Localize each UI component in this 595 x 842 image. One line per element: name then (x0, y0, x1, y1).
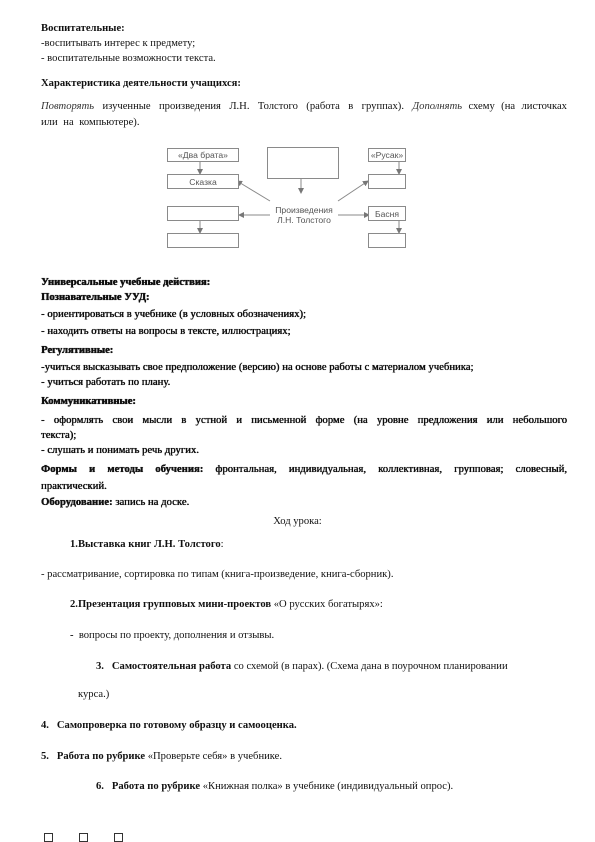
stage-1-title: 1.Выставка книг Л.Н. Толстого (70, 539, 221, 550)
equipment-text: запись на доске. (112, 497, 190, 508)
regulatory-heading: Регулятивные: (41, 345, 114, 356)
stage-2-dash: - (70, 630, 74, 641)
diagram-box-empty-left-1 (167, 206, 239, 221)
forms-methods (41, 461, 567, 495)
stage-3-num: 3. (96, 661, 104, 672)
stage-5-heading (41, 750, 567, 764)
diagram-center-node (270, 201, 338, 229)
diagram-box-rusak: «Русак» (368, 148, 406, 162)
communicative-heading: Коммуникативные: (41, 396, 136, 407)
stage-6-heading (96, 780, 595, 794)
stage-3-title: Самостоятельная работа (111, 661, 232, 672)
stage-4-title: Самопроверка по готовому образцу и самооценка. (56, 720, 297, 731)
bottom-cut-mark-2 (79, 833, 88, 842)
stage-1-heading (70, 538, 595, 552)
regulatory-item-2: - учиться работать по плану. (41, 377, 171, 388)
diagram-center-line-1: Произведения (275, 205, 333, 215)
activity-end: схему (на листочках или на компьютере). (41, 101, 567, 128)
stage-3-cont: курса.) (78, 689, 110, 700)
activity-repeat: Повторять (41, 101, 95, 112)
stage-6-num: 6. (96, 781, 104, 792)
uud-heading: Универсальные учебные действия: (41, 277, 211, 288)
stage-3-heading (96, 660, 595, 674)
bottom-cut-mark-3 (114, 833, 123, 842)
forms-label: Формы и методы обучения: (41, 464, 204, 475)
stage-2-text: «О русских богатырях»: (271, 599, 383, 610)
stage-6-title: Работа по рубрике (111, 781, 201, 792)
diagram-center-line-2: Л.Н. Толстого (277, 215, 331, 225)
activity-fill: Дополнять (412, 101, 463, 112)
stage-1-text: - рассматривание, сортировка по типам (книга-произведение, книга-сборник). (41, 569, 394, 580)
lesson-title: Ход урока: (273, 516, 322, 527)
stage-1-colon: : (220, 539, 224, 550)
stage-3-text: со схемой (в парах). (Схема дана в поурочном планировании (231, 661, 508, 672)
works-diagram (164, 145, 408, 260)
educational-item-2: - воспитательные возможности текста. (41, 53, 216, 64)
stage-5-num: 5. (41, 751, 49, 762)
stage-2-heading (70, 598, 595, 612)
cognitive-item-2: - находить ответы на вопросы в тексте, иллюстрациях; (41, 326, 291, 337)
stage-4-heading (41, 719, 567, 733)
equipment-label: Оборудование: (41, 497, 113, 508)
stage-6-text: «Книжная полка» в учебнике (индивидуальный опрос). (200, 781, 454, 792)
diagram-box-empty-left-2 (167, 233, 239, 248)
stage-2-item (70, 629, 595, 643)
cognitive-heading: Познавательные УУД: (41, 292, 150, 303)
cognitive-item-1: - ориентироваться в учебнике (в условных обозначениях); (41, 309, 306, 320)
activity-paragraph (41, 99, 567, 131)
diagram-box-empty-right-1 (368, 174, 406, 189)
communicative-item-1: - оформлять свои мысли в устной и письменной форме (на уровне предложения или небольшого текста); (41, 415, 567, 441)
diagram-box-empty-top-center (267, 147, 339, 179)
stage-5-text: «Проверьте себя» в учебнике. (145, 751, 283, 762)
activity-heading: Характеристика деятельности учащихся: (41, 78, 241, 89)
bottom-cut-mark-1 (44, 833, 53, 842)
regulatory-item-1: -учиться высказывать свое предположение (версию) на основе работы с материалом учебника; (41, 362, 474, 373)
communicative-item-2: - слушать и понимать речь других. (41, 445, 199, 456)
educational-heading: Воспитательные: (41, 23, 125, 34)
diagram-box-skazka: Сказка (167, 174, 239, 189)
stage-2-title: 2.Презентация групповых мини-проектов (70, 599, 272, 610)
stage-2-item-text: вопросы по проекту, дополнения и отзывы. (78, 630, 275, 641)
diagram-box-dva-brata: «Два брата» (167, 148, 239, 162)
activity-mid: изученные произведения Л.Н. Толстого (работа в группах). (94, 101, 413, 112)
forms-text: фронтальная, индивидуальная, коллективная, групповая; словесный, практический. (41, 464, 567, 492)
equipment (41, 496, 567, 510)
stage-5-title: Работа по рубрике (56, 751, 146, 762)
stage-4-num: 4. (41, 720, 49, 731)
diagram-box-empty-right-2 (368, 233, 406, 248)
diagram-box-basnya: Басня (368, 206, 406, 221)
educational-item-1: -воспитывать интерес к предмету; (41, 38, 196, 49)
